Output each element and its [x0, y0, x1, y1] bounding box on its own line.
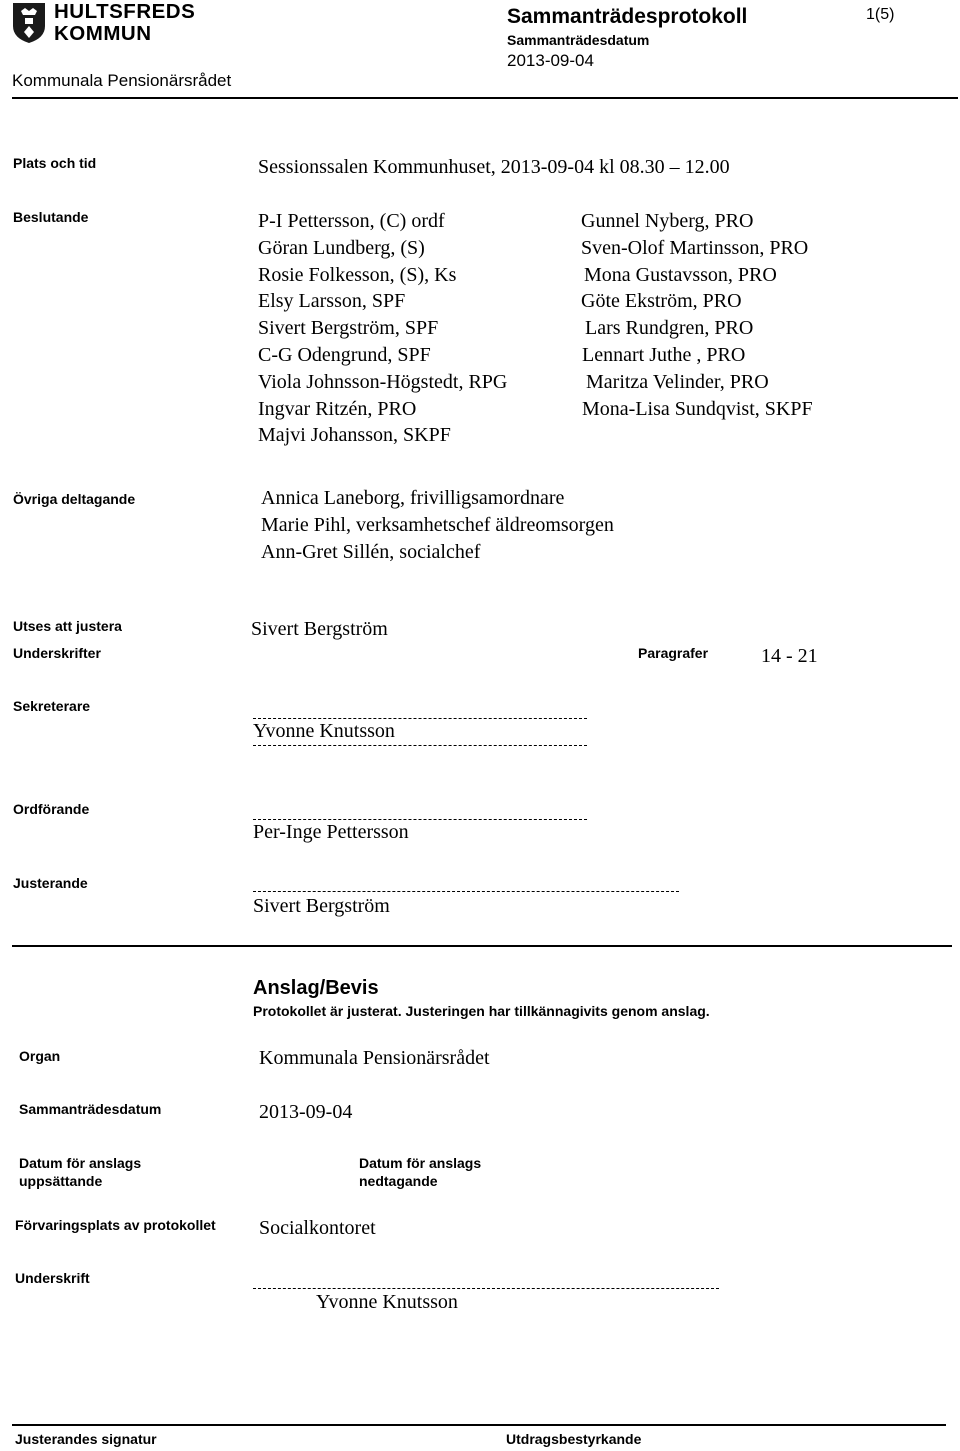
member-name: Majvi Johansson, SKPF	[258, 424, 451, 447]
uppsattande-label	[19, 1154, 141, 1190]
sekreterare-underline	[253, 745, 587, 746]
anslag-subtitle: Protokollet är justerat. Justeringen har tillkännagivits genom anslag.	[253, 1003, 710, 1019]
forvaringsplats-label: Förvaringsplats av protokollet	[15, 1217, 216, 1233]
nedtagande-label	[359, 1154, 481, 1190]
uppsattande-label-line1: Datum för anslags	[19, 1155, 142, 1171]
footer-justerandes-signatur: Justerandes signatur	[15, 1431, 157, 1447]
logo-text-line1: HULTSFREDS	[54, 0, 196, 23]
document-title: Sammanträdesprotokoll	[507, 5, 748, 28]
justerande-name: Sivert Bergström	[253, 895, 390, 917]
member-name: Sven-Olof Martinsson, PRO	[581, 236, 809, 259]
beslutande-label: Beslutande	[13, 209, 89, 225]
footer-utdragsbestyrkande: Utdragsbestyrkande	[506, 1431, 642, 1447]
ovriga-label: Övriga deltagande	[13, 491, 136, 507]
anslag-title: Anslag/Bevis	[253, 977, 379, 999]
member-name: C-G Odengrund, SPF	[258, 343, 431, 366]
ordforande-label: Ordförande	[13, 801, 90, 817]
nedtagande-label-line1: Datum för anslags	[359, 1155, 482, 1171]
member-name: Göran Lundberg, (S)	[258, 236, 425, 259]
member-name: P-I Pettersson, (C) ordf	[258, 210, 445, 232]
member-name: Gunnel Nyberg, PRO	[581, 210, 754, 232]
paragrafer-label: Paragrafer	[638, 645, 709, 661]
sammantradesdatum-label: Sammanträdesdatum	[19, 1101, 162, 1117]
underskrifter-label: Underskrifter	[13, 645, 101, 661]
participant-name: Ann-Gret Sillén, socialchef	[261, 540, 481, 563]
coat-of-arms-icon	[12, 2, 46, 44]
member-name: Maritza Velinder, PRO	[586, 370, 769, 393]
member-name: Elsy Larsson, SPF	[258, 290, 406, 313]
participant-name: Marie Pihl, verksamhetschef äldreomsorgen	[261, 513, 614, 536]
logo-text-line2: KOMMUN	[54, 22, 152, 45]
footer-rule	[12, 1424, 946, 1426]
member-name: Lars Rundgren, PRO	[585, 317, 754, 340]
member-name: Viola Johnsson-Högstedt, RPG	[258, 370, 508, 393]
sammantradesdatum-value: 2013-09-04	[259, 1101, 353, 1123]
header-date: 2013-09-04	[507, 51, 594, 70]
member-name: Lennart Juthe , PRO	[582, 343, 746, 366]
sekreterare-signature-line	[253, 718, 587, 719]
beslutande-right-list	[581, 208, 813, 422]
plats-label: Plats och tid	[13, 155, 97, 171]
utses-label: Utses att justera	[13, 618, 122, 634]
utses-value: Sivert Bergström	[251, 618, 388, 640]
forvaringsplats-value: Socialkontoret	[259, 1217, 376, 1239]
member-name: Sivert Bergström, SPF	[258, 317, 439, 340]
organ-label: Organ	[19, 1048, 61, 1064]
header-organ: Kommunala Pensionärsrådet	[12, 71, 232, 90]
justerande-signature-line	[253, 891, 679, 892]
member-name: Rosie Folkesson, (S), Ks	[258, 263, 457, 286]
uppsattande-label-line2: uppsättande	[19, 1173, 103, 1189]
page-number: 1(5)	[866, 6, 895, 23]
sekreterare-label: Sekreterare	[13, 698, 91, 714]
member-name: Mona Gustavsson, PRO	[584, 263, 777, 286]
underskrift-label: Underskrift	[15, 1270, 90, 1286]
organ-value: Kommunala Pensionärsrådet	[259, 1047, 490, 1069]
member-name: Mona-Lisa Sundqvist, SKPF	[582, 397, 813, 420]
participant-name: Annica Laneborg, frivilligsamordnare	[261, 487, 565, 509]
ovriga-list	[261, 485, 614, 565]
header-date-label: Sammanträdesdatum	[507, 32, 650, 48]
header-rule	[12, 97, 958, 99]
ordforande-name: Per-Inge Pettersson	[253, 821, 409, 843]
underskrift-signature-line	[253, 1288, 719, 1289]
member-name: Ingvar Ritzén, PRO	[258, 397, 417, 420]
plats-value: Sessionssalen Kommunhuset, 2013-09-04 kl 08.30 – 12.00	[258, 156, 730, 178]
ordforande-signature-line	[253, 819, 587, 820]
sekreterare-name: Yvonne Knutsson	[253, 720, 395, 742]
underskrift-name: Yvonne Knutsson	[316, 1291, 458, 1313]
nedtagande-label-line2: nedtagande	[359, 1173, 438, 1189]
paragrafer-value: 14 - 21	[761, 645, 818, 667]
section-divider	[12, 945, 952, 947]
municipality-logo	[12, 0, 196, 46]
justerande-label: Justerande	[13, 875, 88, 891]
beslutande-left-list	[258, 208, 507, 449]
member-name: Göte Ekström, PRO	[581, 290, 742, 313]
